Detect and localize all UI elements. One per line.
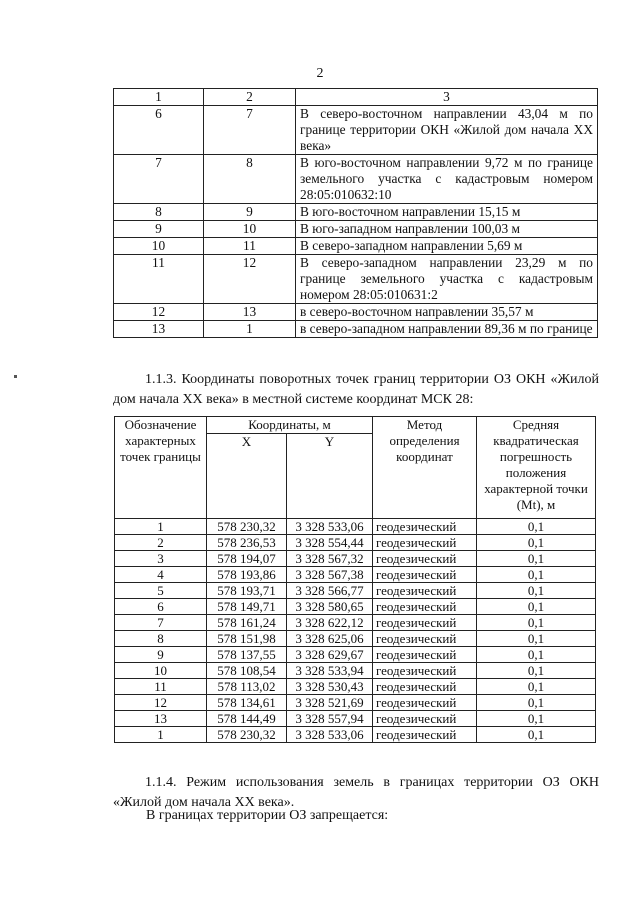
table-row [115,615,596,631]
header-coords: Координаты, м [207,417,373,434]
page-number: 2 [316,66,324,81]
table-row [115,535,596,551]
method: геодезический [373,519,477,535]
table-row [114,304,598,321]
prohibited-intro: В границах территории ОЗ запрещается: [146,808,389,823]
table-row [115,727,596,743]
coord-x: 578 161,24 [207,615,287,631]
error-value: 0,1 [477,535,596,551]
coord-x: 578 137,55 [207,647,287,663]
from-point: 13 [114,321,204,338]
point-id: 13 [115,711,207,727]
column-header-3: 3 [296,89,598,106]
coord-x: 578 236,53 [207,535,287,551]
table-header-row [114,89,598,106]
to-point: 8 [204,155,296,204]
error-value: 0,1 [477,583,596,599]
error-value: 0,1 [477,599,596,615]
error-value: 0,1 [477,647,596,663]
method: геодезический [373,599,477,615]
from-point: 6 [114,106,204,155]
from-point: 8 [114,204,204,221]
point-id: 4 [115,567,207,583]
error-value: 0,1 [477,551,596,567]
method: геодезический [373,647,477,663]
from-point: 10 [114,238,204,255]
to-point: 10 [204,221,296,238]
section-1-1-4-text: 1.1.4. Режим использования земель в границах территории ОЗ ОКН «Жилой дом начала XX века». [113,775,599,810]
direction-description: В северо-западном направлении 5,69 м [296,238,598,255]
coord-x: 578 108,54 [207,663,287,679]
error-value: 0,1 [477,631,596,647]
coord-y: 3 328 567,38 [287,567,373,583]
coord-x: 578 113,02 [207,679,287,695]
header-method: Метод определения координат [373,417,477,519]
coord-y: 3 328 533,06 [287,727,373,743]
from-point: 7 [114,155,204,204]
table-row [115,695,596,711]
to-point: 7 [204,106,296,155]
table-row [114,238,598,255]
header-point: Обозначение характерных точек границы [115,417,207,519]
point-id: 11 [115,679,207,695]
method: геодезический [373,583,477,599]
coord-y: 3 328 530,43 [287,679,373,695]
direction-description: в северо-западном направлении 89,36 м по границе [296,321,598,338]
coord-x: 578 144,49 [207,711,287,727]
error-value: 0,1 [477,615,596,631]
from-point: 11 [114,255,204,304]
coord-y: 3 328 557,94 [287,711,373,727]
coord-y: 3 328 521,69 [287,695,373,711]
margin-mark [14,375,17,378]
table-row [115,679,596,695]
point-id: 1 [115,727,207,743]
point-id: 2 [115,535,207,551]
coord-y: 3 328 567,32 [287,551,373,567]
coord-x: 578 149,71 [207,599,287,615]
boundary-description-table [113,88,598,338]
coord-y: 3 328 622,12 [287,615,373,631]
table-row [115,631,596,647]
coord-x: 578 193,71 [207,583,287,599]
table-row [115,519,596,535]
section-1-1-3-text: 1.1.3. Координаты поворотных точек границ территории ОЗ ОКН «Жилой дом начала XX века» в местной системе координат МСК 28: [113,372,599,407]
table-row [114,204,598,221]
direction-description: В юго-западном направлении 100,03 м [296,221,598,238]
table-row [115,551,596,567]
table-row [114,221,598,238]
coord-x: 578 230,32 [207,519,287,535]
coord-y: 3 328 629,67 [287,647,373,663]
method: геодезический [373,567,477,583]
method: геодезический [373,663,477,679]
error-value: 0,1 [477,727,596,743]
table-row [114,106,598,155]
method: геодезический [373,551,477,567]
coord-x: 578 230,32 [207,727,287,743]
point-id: 12 [115,695,207,711]
header-error: Средняя квадратическая погрешность положения характерной точки (Mt), м [477,417,596,519]
point-id: 8 [115,631,207,647]
section-1-1-3-heading [113,370,599,410]
point-id: 6 [115,599,207,615]
coord-y: 3 328 580,65 [287,599,373,615]
to-point: 9 [204,204,296,221]
method: геодезический [373,727,477,743]
coord-x: 578 194,07 [207,551,287,567]
from-point: 9 [114,221,204,238]
to-point: 13 [204,304,296,321]
error-value: 0,1 [477,567,596,583]
direction-description: в северо-восточном направлении 35,57 м [296,304,598,321]
point-id: 5 [115,583,207,599]
table-row [115,711,596,727]
coord-x: 578 151,98 [207,631,287,647]
point-id: 10 [115,663,207,679]
table-row [115,599,596,615]
coord-y: 3 328 533,06 [287,519,373,535]
coord-x: 578 134,61 [207,695,287,711]
error-value: 0,1 [477,679,596,695]
header-y: Y [287,434,373,519]
coord-y: 3 328 554,44 [287,535,373,551]
table-row [115,583,596,599]
error-value: 0,1 [477,519,596,535]
error-value: 0,1 [477,663,596,679]
point-id: 3 [115,551,207,567]
method: геодезический [373,711,477,727]
table-row [114,321,598,338]
column-header-1: 1 [114,89,204,106]
error-value: 0,1 [477,695,596,711]
error-value: 0,1 [477,711,596,727]
to-point: 11 [204,238,296,255]
point-id: 1 [115,519,207,535]
table-row [114,255,598,304]
table-row [115,567,596,583]
direction-description: В северо-западном направлении 23,29 м по границе земельного участка с кадастровым номером 28:05:010631:2 [296,255,598,304]
table-row [115,663,596,679]
to-point: 1 [204,321,296,338]
coord-x: 578 193,86 [207,567,287,583]
to-point: 12 [204,255,296,304]
table-row [115,647,596,663]
point-id: 9 [115,647,207,663]
method: геодезический [373,615,477,631]
coord-y: 3 328 533,94 [287,663,373,679]
direction-description: В юго-восточном направлении 9,72 м по границе земельного участка с кадастровым номером 28:05:010632:10 [296,155,598,204]
coord-y: 3 328 566,77 [287,583,373,599]
point-id: 7 [115,615,207,631]
direction-description: В юго-восточном направлении 15,15 м [296,204,598,221]
coord-y: 3 328 625,06 [287,631,373,647]
column-header-2: 2 [204,89,296,106]
table-row [114,155,598,204]
method: геодезический [373,679,477,695]
method: геодезический [373,535,477,551]
method: геодезический [373,695,477,711]
method: геодезический [373,631,477,647]
direction-description: В северо-восточном направлении 43,04 м по границе территории ОКН «Жилой дом начала XX века» [296,106,598,155]
coordinates-table [114,416,596,743]
from-point: 12 [114,304,204,321]
header-x: X [207,434,287,519]
